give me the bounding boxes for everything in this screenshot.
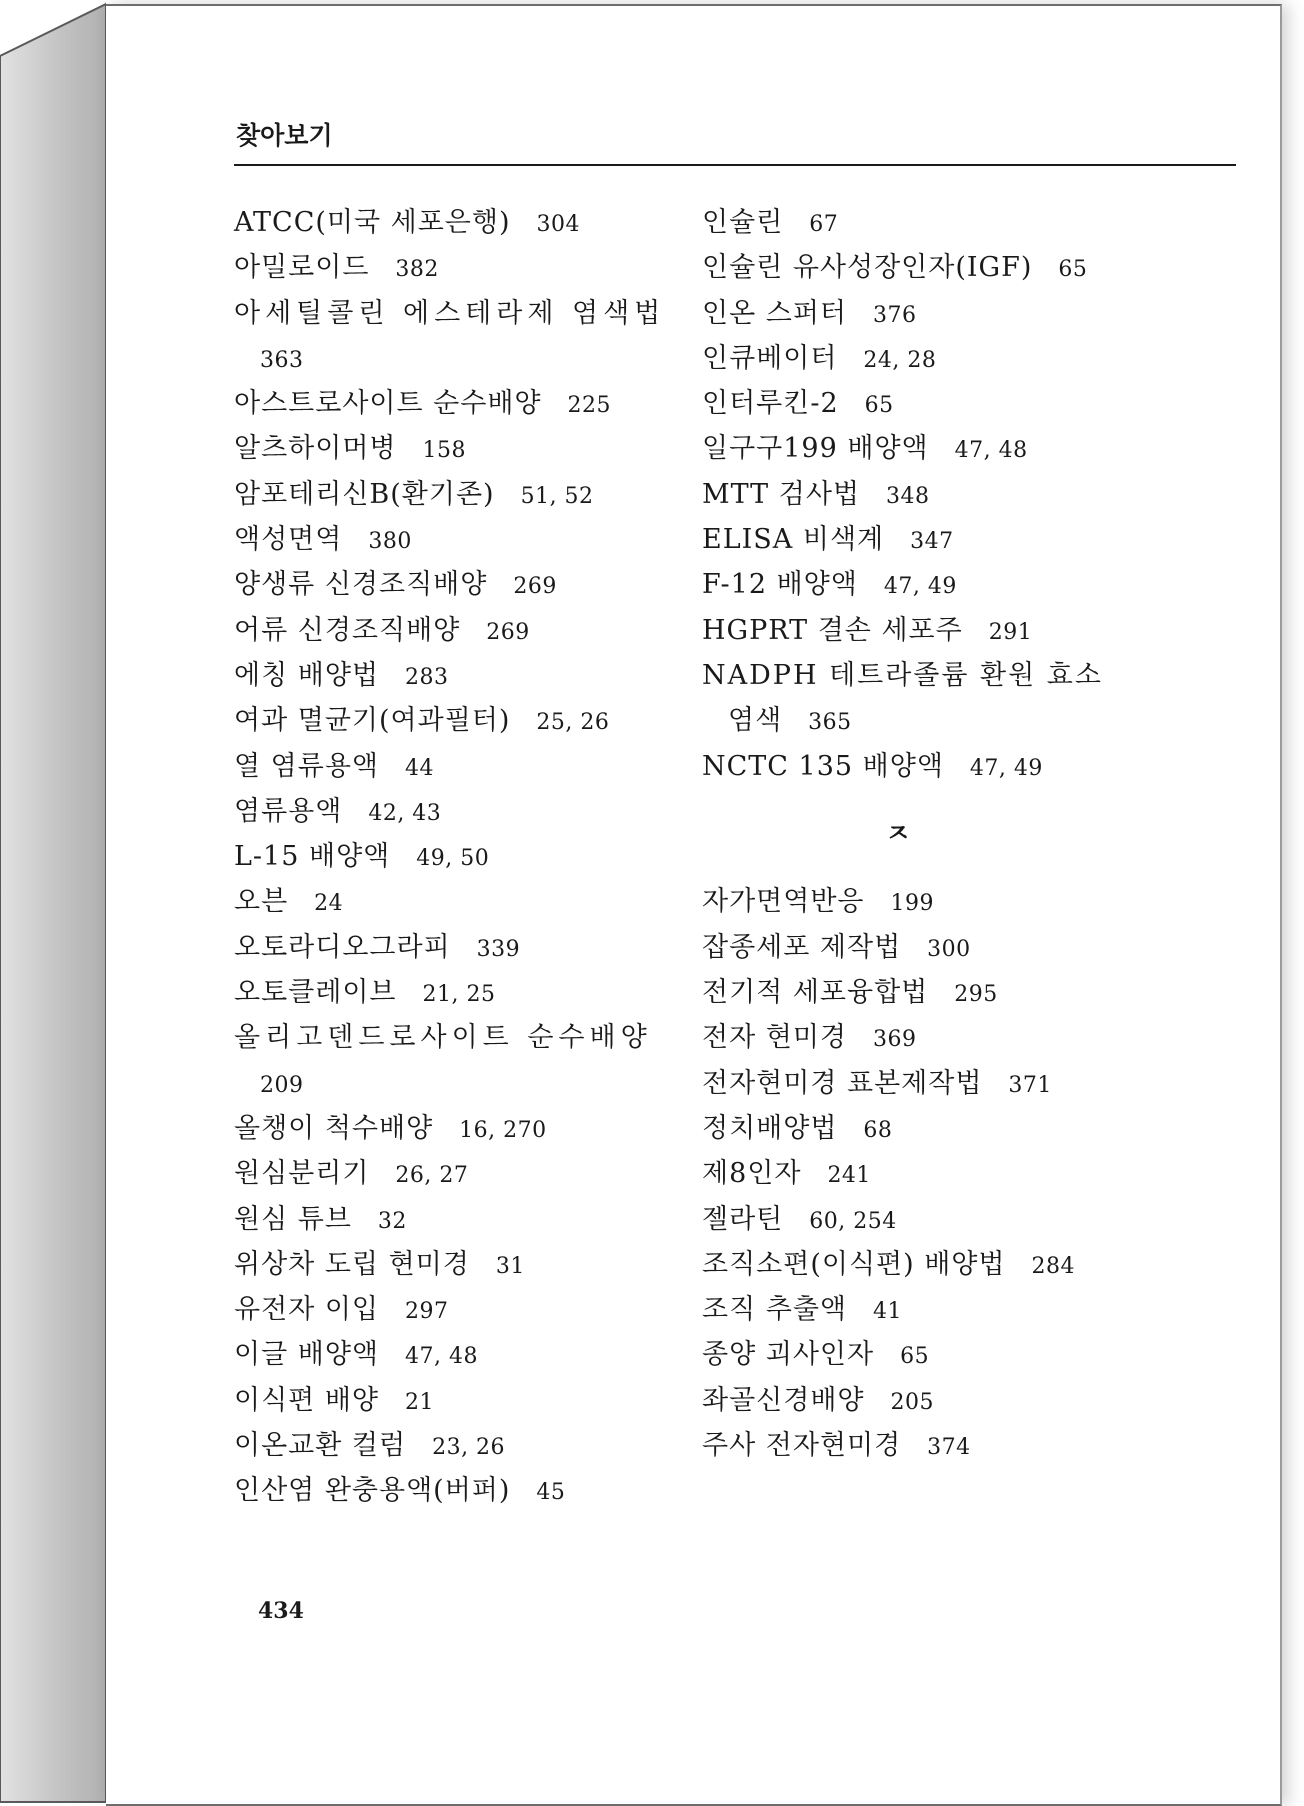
index-entry	[234, 1015, 674, 1060]
entry-term: 이글 배양액	[234, 1339, 379, 1371]
index-entry	[702, 1378, 1142, 1423]
entry-pages: 47, 49	[969, 755, 1043, 781]
entry-term: 원심분리기	[234, 1158, 370, 1190]
entry-term: L-15 배양액	[234, 841, 391, 873]
entry-pages: 241	[827, 1163, 871, 1189]
entry-pages: 382	[395, 257, 439, 283]
entry-pages: 300	[927, 936, 971, 962]
index-entry	[702, 517, 1142, 562]
entry-pages: 225	[567, 393, 611, 419]
entry-term: 자가면역반응	[702, 886, 865, 918]
entry-pages: 283	[405, 664, 449, 690]
entry-term: NADPH 테트라졸륨 환원 효소	[702, 659, 1103, 691]
index-entry-continuation	[702, 698, 1142, 743]
index-entry	[702, 1242, 1142, 1287]
entry-term: 액성면역	[234, 524, 343, 556]
index-entry	[234, 653, 674, 698]
index-entry	[702, 562, 1142, 607]
entry-term: 인터루킨-2	[702, 388, 839, 420]
entry-pages: 205	[890, 1389, 934, 1415]
entry-term: 인산염 완충용액(버퍼)	[234, 1475, 511, 1507]
index-entry	[702, 608, 1142, 653]
entry-term: 오토클레이브	[234, 977, 397, 1009]
entry-term: 알츠하이머병	[234, 433, 397, 465]
entry-term: NCTC 135 배양액	[702, 750, 944, 782]
index-entry	[234, 1332, 674, 1377]
entry-term: 아밀로이드	[234, 252, 370, 284]
entry-term: 전기적 세포융합법	[702, 977, 929, 1009]
index-entry	[702, 744, 1142, 789]
entry-pages: 304	[536, 212, 580, 237]
entry-pages: 363	[260, 347, 304, 373]
entry-term: 종양 괴사인자	[702, 1339, 875, 1371]
entry-pages: 374	[927, 1435, 971, 1461]
entry-pages: 65	[864, 393, 894, 419]
index-entry	[234, 925, 674, 970]
entry-term: 인슐린	[702, 207, 784, 238]
entry-term: 제8인자	[702, 1158, 802, 1190]
entry-pages: 380	[368, 529, 412, 555]
entry-pages: 269	[513, 574, 557, 600]
index-entry	[234, 426, 674, 471]
index-entry	[702, 1332, 1142, 1377]
entry-term: 정치배양법	[702, 1112, 838, 1144]
entry-pages: 269	[486, 619, 530, 645]
index-entry	[234, 698, 674, 743]
entry-pages: 23, 26	[432, 1435, 506, 1461]
index-column-right	[702, 200, 1142, 1468]
entry-pages: 291	[988, 619, 1033, 645]
entry-pages: 21	[405, 1389, 434, 1415]
entry-term: 원심 튜브	[234, 1203, 352, 1235]
entry-pages: 347	[910, 529, 954, 555]
entry-term: 이온교환 컬럼	[234, 1430, 407, 1462]
page-header: 찾아보기	[236, 121, 333, 150]
entry-term: 조직 추출액	[702, 1294, 847, 1326]
index-entry	[702, 1106, 1142, 1151]
entry-term: 이식편 배양	[234, 1384, 379, 1416]
entry-pages: 16, 270	[459, 1117, 547, 1143]
entry-term: F-12 배양액	[702, 569, 858, 601]
index-entry	[702, 1061, 1142, 1106]
index-entry	[234, 1468, 674, 1513]
entry-term: 아스트로사이트 순수배양	[234, 388, 542, 420]
entry-pages: 47, 48	[954, 438, 1028, 464]
entry-pages: 376	[873, 302, 917, 328]
entry-term: 위상차 도립 현미경	[234, 1248, 470, 1280]
index-entry	[702, 925, 1142, 970]
entry-term: 암포테리신B(환기존)	[234, 478, 495, 510]
entry-term: MTT 검사법	[702, 478, 860, 510]
entry-pages: 199	[890, 891, 934, 917]
entry-term: ATCC(미국 세포은행)	[234, 207, 511, 238]
index-entry	[702, 879, 1142, 924]
index-entry-continuation	[234, 1061, 674, 1106]
entry-pages: 49, 50	[416, 846, 490, 872]
entry-term: 젤라틴	[702, 1203, 784, 1235]
entry-pages: 24, 28	[863, 347, 937, 373]
entry-pages: 67	[809, 212, 839, 237]
index-entry	[702, 1015, 1142, 1060]
book-spine	[0, 0, 106, 1806]
entry-term: 오븐	[234, 886, 289, 918]
entry-pages: 25, 26	[536, 710, 610, 736]
index-entry	[702, 381, 1142, 426]
entry-pages: 158	[422, 438, 466, 464]
entry-term: 주사 전자현미경	[702, 1430, 902, 1462]
index-entry	[702, 1197, 1142, 1242]
index-entry	[234, 834, 674, 879]
index-entry	[234, 200, 674, 245]
index-entry	[234, 608, 674, 653]
entry-pages: 297	[405, 1299, 449, 1325]
entry-pages: 31	[495, 1253, 525, 1279]
entry-pages: 47, 49	[883, 574, 957, 600]
index-entry	[234, 1106, 674, 1151]
header-rule	[234, 164, 1236, 166]
index-entry	[702, 426, 1142, 471]
index-entry	[702, 1423, 1142, 1468]
entry-term: 염색	[728, 705, 783, 737]
index-entry	[234, 1378, 674, 1423]
entry-pages: 365	[808, 710, 852, 736]
index-entry	[234, 879, 674, 924]
entry-term: 좌골신경배양	[702, 1384, 865, 1416]
index-entry	[702, 336, 1142, 381]
entry-pages: 32	[377, 1208, 407, 1234]
entry-term: 올리고덴드로사이트 순수배양	[234, 1022, 652, 1054]
entry-term: 전자현미경 표본제작법	[702, 1067, 983, 1099]
index-entry	[234, 1423, 674, 1468]
entry-pages: 26, 27	[395, 1163, 469, 1189]
entry-term: 어류 신경조직배양	[234, 614, 461, 646]
entry-term: 조직소편(이식편) 배양법	[702, 1248, 1006, 1280]
entry-term: 여과 멸균기(여과필터)	[234, 705, 511, 737]
entry-term: 양생류 신경조직배양	[234, 569, 488, 601]
index-entry	[702, 245, 1142, 290]
index-entry	[702, 200, 1142, 245]
entry-term: 열 염류용액	[234, 750, 379, 782]
entry-pages: 42, 43	[368, 800, 442, 826]
entry-term: 아세틸콜린 에스테라제 염색법	[234, 297, 666, 329]
index-entry	[234, 1151, 674, 1196]
index-entry	[234, 1242, 674, 1287]
index-entry	[234, 562, 674, 607]
entry-term: 인슐린 유사성장인자(IGF)	[702, 252, 1033, 284]
index-entry-continuation	[234, 336, 674, 381]
index-entry	[234, 744, 674, 789]
entry-term: 일구구199 배양액	[702, 433, 929, 465]
index-entry	[234, 517, 674, 562]
index-entry	[234, 381, 674, 426]
entry-term: 인온 스퍼터	[702, 297, 847, 329]
entry-term: 인큐베이터	[702, 342, 838, 374]
index-entry	[702, 291, 1142, 336]
entry-pages: 60, 254	[809, 1208, 897, 1234]
entry-term: 오토라디오그라피	[234, 931, 451, 963]
entry-pages: 24	[314, 891, 344, 917]
entry-term: 전자 현미경	[702, 1022, 847, 1054]
index-column-left	[234, 200, 674, 1514]
index-entry	[234, 245, 674, 290]
index-entry	[702, 970, 1142, 1015]
entry-term: HGPRT 결손 세포주	[702, 614, 963, 646]
entry-pages: 47, 48	[405, 1344, 478, 1370]
index-entry	[234, 970, 674, 1015]
index-entry	[234, 472, 674, 517]
index-entry	[234, 789, 674, 834]
index-entry	[234, 1197, 674, 1242]
entry-pages: 371	[1008, 1072, 1052, 1098]
entry-pages: 339	[476, 936, 521, 962]
entry-term: 올챙이 척수배양	[234, 1112, 434, 1144]
entry-pages: 65	[900, 1344, 930, 1370]
index-entry	[702, 472, 1142, 517]
entry-pages: 295	[954, 982, 998, 1008]
entry-pages: 209	[260, 1072, 304, 1098]
index-entry	[702, 1151, 1142, 1196]
entry-pages: 284	[1031, 1253, 1075, 1279]
entry-pages: 51, 52	[520, 483, 594, 509]
entry-term: 에칭 배양법	[234, 659, 379, 691]
entry-pages: 369	[873, 1027, 917, 1053]
index-entry	[702, 653, 1142, 698]
entry-pages: 65	[1058, 257, 1088, 283]
index-page	[106, 4, 1282, 1806]
index-entry	[702, 1287, 1142, 1332]
entry-pages: 45	[536, 1480, 566, 1506]
entry-term: 염류용액	[234, 795, 343, 827]
entry-term: 잡종세포 제작법	[702, 931, 902, 963]
entry-pages: 348	[886, 483, 930, 509]
entry-pages: 68	[863, 1117, 893, 1143]
index-entry	[234, 1287, 674, 1332]
entry-term: ELISA 비색계	[702, 524, 885, 556]
entry-pages: 41	[873, 1299, 902, 1325]
entry-pages: 21, 25	[422, 982, 496, 1008]
page-number: 434	[258, 1598, 304, 1624]
entry-pages: 44	[405, 755, 434, 781]
index-group-heading: ㅈ	[885, 818, 911, 849]
index-entry	[234, 291, 674, 336]
entry-term: 유전자 이입	[234, 1294, 379, 1326]
